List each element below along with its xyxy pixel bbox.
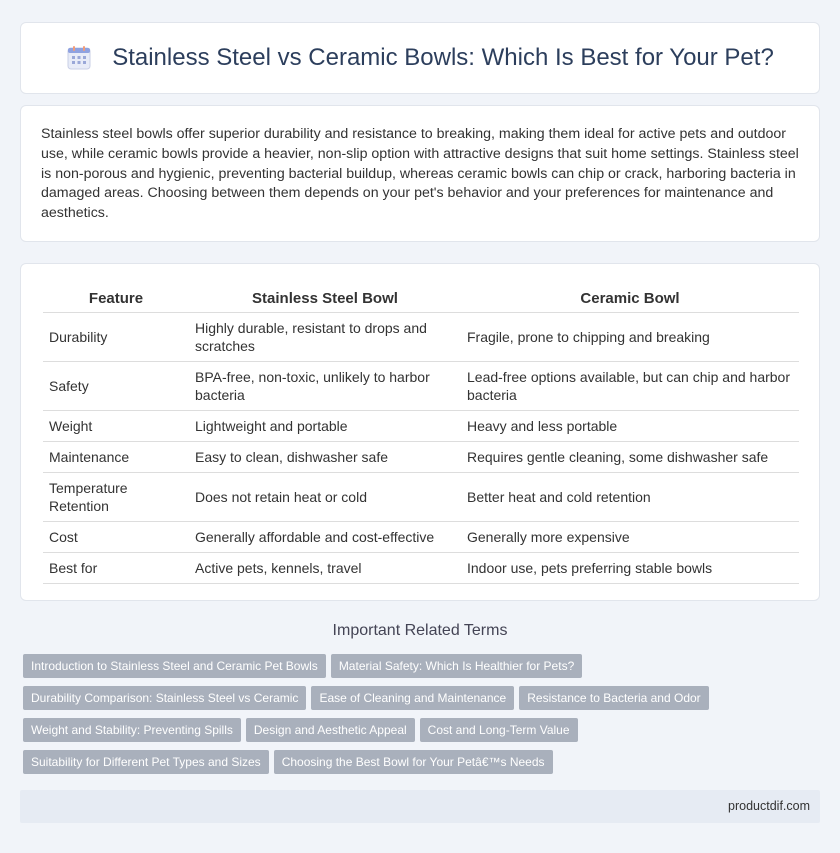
related-term-link[interactable]: Durability Comparison: Stainless Steel vs Ceramic [23, 686, 306, 710]
related-term-link[interactable]: Ease of Cleaning and Maintenance [311, 686, 514, 710]
feature-cell: Weight [43, 410, 189, 441]
related-term-link[interactable]: Material Safety: Which Is Healthier for Pets? [331, 654, 582, 678]
stainless-cell: BPA-free, non-toxic, unlikely to harbor bacteria [189, 361, 461, 410]
page-title: Stainless Steel vs Ceramic Bowls: Which Is Best for Your Pet? [112, 44, 774, 71]
table-row [43, 312, 799, 361]
feature-cell: Durability [43, 312, 189, 361]
header-feature: Feature [43, 284, 189, 312]
feature-cell: Safety [43, 361, 189, 410]
ceramic-cell: Better heat and cold retention [461, 472, 799, 521]
related-term-link[interactable]: Resistance to Bacteria and Odor [519, 686, 708, 710]
feature-cell: Temperature Retention [43, 472, 189, 521]
header-stainless: Stainless Steel Bowl [189, 284, 461, 312]
related-terms-heading: Important Related Terms [332, 622, 508, 639]
related-term-link[interactable]: Design and Aesthetic Appeal [246, 718, 415, 742]
stainless-cell: Active pets, kennels, travel [189, 552, 461, 583]
stainless-cell: Does not retain heat or cold [189, 472, 461, 521]
ceramic-cell: Generally more expensive [461, 521, 799, 552]
stainless-cell: Generally affordable and cost-effective [189, 521, 461, 552]
stainless-cell: Easy to clean, dishwasher safe [189, 441, 461, 472]
comparison-table [43, 284, 799, 584]
table-row [43, 472, 799, 521]
comparison-card [20, 263, 820, 601]
footer [20, 790, 820, 823]
intro-card [20, 105, 820, 242]
title-card [20, 22, 820, 94]
ceramic-cell: Requires gentle cleaning, some dishwasher safe [461, 441, 799, 472]
related-term-link[interactable]: Suitability for Different Pet Types and Sizes [23, 750, 269, 774]
ceramic-cell: Indoor use, pets preferring stable bowls [461, 552, 799, 583]
related-terms-list [23, 654, 803, 782]
table-row [43, 521, 799, 552]
related-term-link[interactable]: Cost and Long-Term Value [420, 718, 578, 742]
table-row [43, 441, 799, 472]
related-term-link[interactable]: Introduction to Stainless Steel and Ceramic Pet Bowls [23, 654, 326, 678]
ceramic-cell: Heavy and less portable [461, 410, 799, 441]
ceramic-cell: Lead-free options available, but can chip and harbor bacteria [461, 361, 799, 410]
feature-cell: Best for [43, 552, 189, 583]
stainless-cell: Lightweight and portable [189, 410, 461, 441]
feature-cell: Maintenance [43, 441, 189, 472]
ceramic-cell: Fragile, prone to chipping and breaking [461, 312, 799, 361]
table-row [43, 552, 799, 583]
intro-text: Stainless steel bowls offer superior durability and resistance to breaking, making them ideal for active pets and outdoor use, while ceramic bowls provide a heavier, non-slip option with attractive designs that suit home settings. Stainless steel is non-porous and hygienic, preventing bacterial buildup, whereas ceramic bowls can chip or crack, harboring bacteria in damaged areas. Choosing between them depends on your pet's behavior and your preferences for maintenance and aesthetics. [41, 126, 799, 222]
table-row [43, 410, 799, 441]
header-ceramic: Ceramic Bowl [461, 284, 799, 312]
site-name[interactable]: productdif.com [728, 799, 810, 813]
feature-cell: Cost [43, 521, 189, 552]
calendar-grid-icon [66, 45, 92, 71]
related-term-link[interactable]: Weight and Stability: Preventing Spills [23, 718, 241, 742]
related-term-link[interactable]: Choosing the Best Bowl for Your Petâ€™s Needs [274, 750, 553, 774]
table-row [43, 361, 799, 410]
table-header-row [43, 284, 799, 312]
stainless-cell: Highly durable, resistant to drops and scratches [189, 312, 461, 361]
